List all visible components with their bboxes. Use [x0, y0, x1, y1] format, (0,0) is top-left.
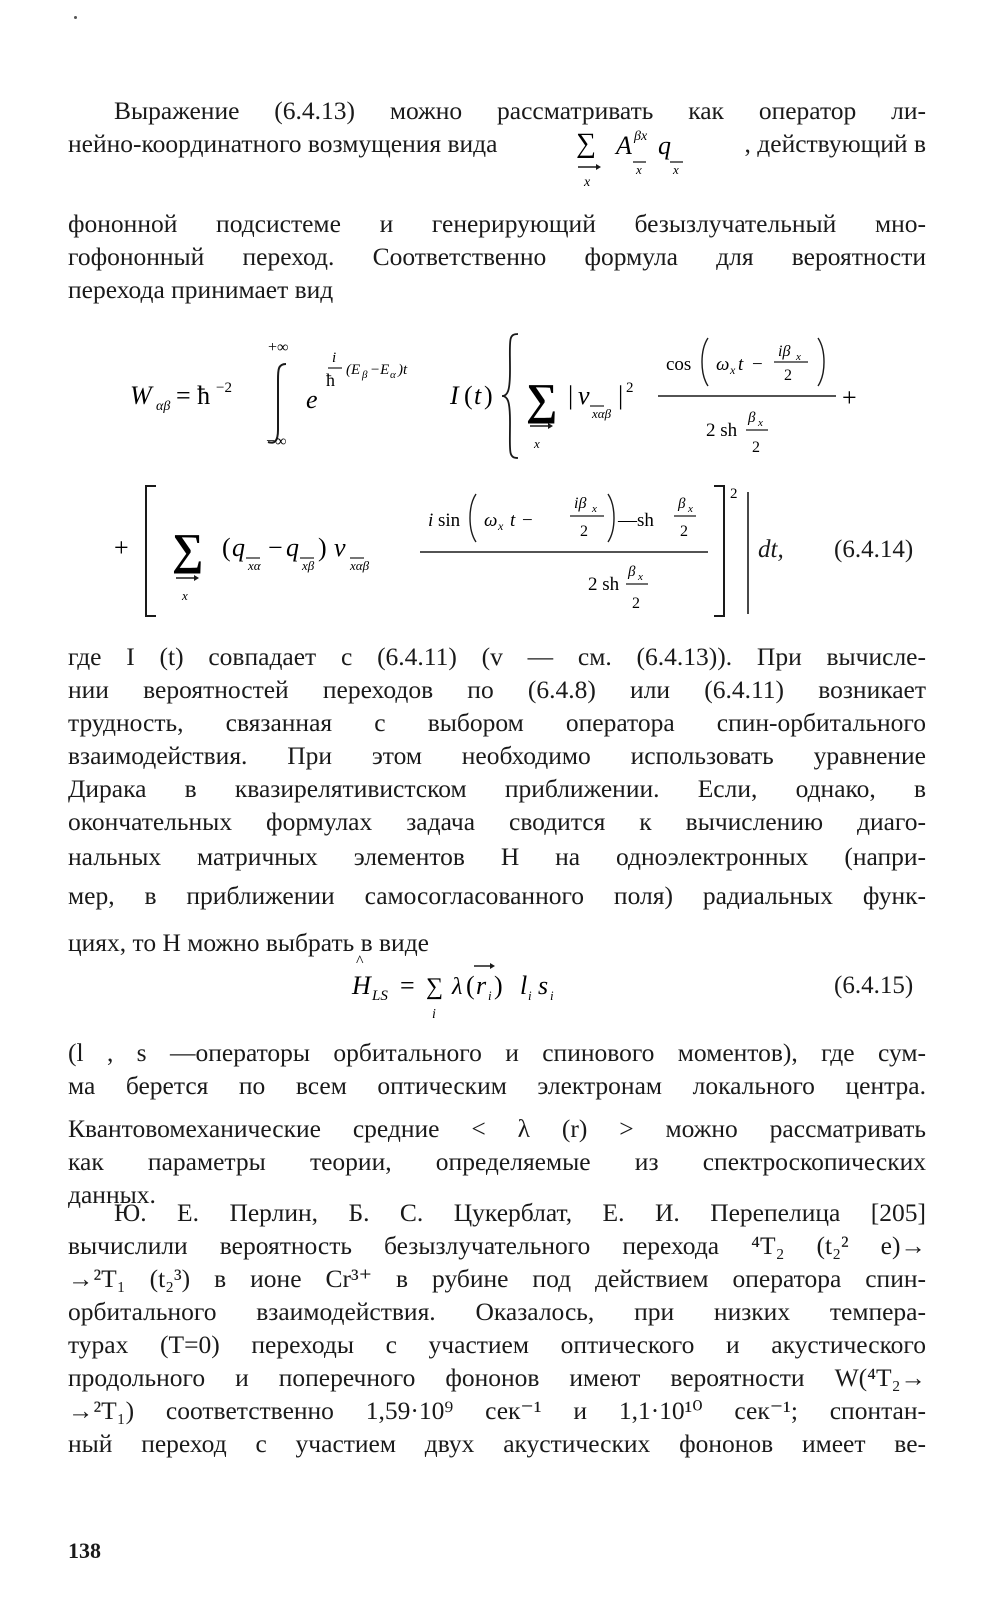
svg-text:(: ( — [222, 533, 231, 562]
svg-text:i: i — [432, 1007, 436, 1022]
svg-text:α: α — [390, 369, 396, 381]
p4-line-2: вычислили вероятность безызлучательного перехода ⁴T₂ (t₂² e)→ — [68, 1231, 926, 1260]
svg-text:t: t — [474, 381, 482, 410]
p3-line-1: (l , s —операторы орбитального и спинового моментов), где сум- — [68, 1038, 926, 1067]
svg-text:iβ: iβ — [574, 495, 587, 512]
p2-line-6: окончательных формулах задача сводится к вычислению диаго- — [68, 807, 926, 836]
p4-line-6: продольного и поперечного фононов имеют вероятности W(⁴T₂→ — [68, 1363, 926, 1392]
svg-text:−: − — [752, 354, 763, 375]
svg-text:−: − — [268, 533, 283, 562]
svg-text:−∞: −∞ — [266, 433, 287, 450]
svg-text:xα: xα — [248, 558, 261, 573]
svg-text:i: i — [332, 350, 337, 366]
svg-text:H: H — [352, 971, 371, 1000]
svg-text:q: q — [658, 131, 671, 160]
svg-text:x: x — [534, 436, 540, 451]
svg-text:+∞: +∞ — [268, 339, 289, 356]
svg-text:l: l — [520, 971, 528, 1000]
paragraph-1 — [68, 94, 926, 127]
svg-text:2: 2 — [680, 523, 688, 540]
svg-text:2: 2 — [580, 523, 588, 540]
svg-text:q: q — [286, 533, 299, 562]
paragraph-2 — [68, 640, 926, 838]
svg-text:+: + — [114, 533, 129, 562]
svg-text:i: i — [488, 988, 492, 1003]
svg-text:xβ: xβ — [302, 558, 315, 573]
p4-line-1: Ю. Е. Перлин, Б. С. Цукерблат, Е. И. Перепелица [205] — [114, 1198, 926, 1227]
p1-line-2-start: нейно-координатного возмущения вида — [68, 129, 498, 158]
svg-text:x: x — [636, 162, 642, 177]
svg-text:|: | — [618, 381, 624, 410]
svg-text:): ) — [494, 971, 503, 1000]
equation-6-4-14-part-2 — [112, 476, 792, 626]
paragraph-3 — [68, 1036, 926, 1211]
svg-text:cos: cos — [666, 354, 692, 375]
p2-line-4: взаимодействия. При этом необходимо использовать уравнение — [68, 741, 926, 770]
eq14-number: (6.4.14) — [834, 536, 914, 563]
p1-line-4: гофононный переход. Соответственно формула для вероятности — [68, 242, 926, 271]
svg-text:∑: ∑ — [172, 525, 204, 574]
svg-text:t: t — [738, 354, 744, 375]
svg-text:2: 2 — [626, 380, 634, 396]
p4-line-7: →²T₁) соответственно 1,59·10⁹ сек⁻¹ и 1,1·10¹⁰ сек⁻¹; спонтан- — [68, 1396, 926, 1425]
p2-line-5: Дирака в квазирелятивистском приближении. Если, однако, в — [68, 774, 926, 803]
svg-text:x: x — [796, 351, 801, 363]
svg-text:x: x — [688, 503, 693, 515]
svg-text:β: β — [628, 564, 636, 580]
p4-line-8: ный переход с участием двух акустических фононов имеет ве- — [68, 1429, 926, 1458]
svg-text:2: 2 — [632, 595, 640, 612]
svg-text:x: x — [758, 417, 763, 429]
p2-line-8: мер, в приближении самосогласованного поля) радиальных функ- — [68, 881, 926, 910]
p3-line-3: Квантовомеханические средние < λ (r) > можно рассматривать — [68, 1114, 926, 1143]
svg-text:2: 2 — [784, 367, 792, 384]
svg-text:x: x — [638, 571, 643, 583]
svg-text:t: t — [510, 510, 516, 531]
p1-lines-3-5 — [68, 207, 926, 306]
svg-text:): ) — [318, 533, 327, 562]
svg-text:−: − — [522, 510, 533, 531]
p2-line-3: трудность, связанная с выбором оператора спин-орбитального — [68, 708, 926, 737]
svg-text:(E: (E — [346, 362, 361, 378]
svg-text:)t: )t — [398, 362, 408, 378]
svg-text:): ) — [484, 381, 493, 410]
sum-operator-inline — [570, 122, 700, 192]
svg-text:i: i — [550, 988, 554, 1003]
svg-text:W: W — [130, 381, 152, 410]
svg-text:x: x — [673, 162, 679, 177]
svg-text:x: x — [498, 519, 504, 533]
svg-text:LS: LS — [372, 988, 388, 1004]
svg-text:2: 2 — [730, 486, 738, 502]
svg-text:λ: λ — [452, 974, 463, 1000]
svg-text:=: = — [400, 971, 415, 1000]
svg-text:β: β — [678, 496, 686, 512]
svg-text:i: i — [528, 988, 532, 1003]
svg-text:ħ: ħ — [326, 370, 335, 390]
svg-text:q: q — [232, 533, 245, 562]
p2-line-9: циях, то H можно выбрать в виде — [68, 928, 429, 957]
p3-line-4: как параметры теории, определяемые из спектроскопических — [68, 1147, 926, 1176]
svg-text:= ħ: = ħ — [176, 381, 211, 410]
p4-line-3: →²T₁ (t₂³) в ионе Cr³⁺ в рубине под действием оператора спин- — [68, 1264, 926, 1293]
svg-text:i: i — [428, 510, 434, 531]
svg-text:A: A — [616, 131, 632, 160]
p3-line-2: ма берется по всем оптическим электронам локального центра. — [68, 1071, 926, 1100]
svg-text:v: v — [578, 381, 590, 410]
svg-text:ω: ω — [484, 510, 498, 531]
svg-text:β: β — [362, 369, 368, 381]
equation-6-4-14-part-1 — [128, 330, 868, 480]
svg-text:2 sh: 2 sh — [588, 574, 620, 595]
svg-text:−E: −E — [370, 362, 390, 378]
svg-text:^: ^ — [356, 953, 364, 970]
svg-text:x: x — [592, 503, 597, 515]
svg-text:2 sh: 2 sh — [706, 420, 738, 441]
p1-line-2-end-wrap — [696, 127, 926, 160]
speck — [74, 16, 77, 19]
svg-text:αβ: αβ — [156, 399, 171, 414]
svg-text:+: + — [842, 383, 857, 412]
p1-line-2-end: , действующий в — [744, 129, 926, 158]
svg-text:βx: βx — [634, 129, 648, 144]
svg-text:s: s — [538, 971, 549, 1000]
svg-text:—sh: —sh — [618, 510, 654, 531]
eq15-number: (6.4.15) — [834, 972, 914, 999]
p4-line-4: орбитального взаимодействия. Оказалось, при низких темпера- — [68, 1297, 926, 1326]
svg-text:2: 2 — [752, 439, 760, 456]
svg-text:e: e — [306, 385, 318, 414]
eq14-dt: dt, — [758, 536, 784, 563]
p1-line-3: фононной подсистеме и генерирующий безызлучательный мно- — [68, 209, 926, 238]
p3-line-5: данных. — [68, 1180, 156, 1209]
svg-text:r: r — [476, 971, 487, 1000]
svg-text:I: I — [450, 381, 459, 410]
svg-text:|: | — [568, 381, 574, 410]
p2-line-7: нальных матричных элементов H на одноэлектронных (напри- — [68, 842, 926, 871]
svg-text:xαβ: xαβ — [592, 406, 612, 421]
equation-6-4-15 — [350, 950, 630, 1030]
svg-text:ω: ω — [716, 354, 730, 375]
svg-text:sin: sin — [438, 510, 461, 531]
svg-text:−2: −2 — [216, 380, 232, 396]
p2-lines-7-9 — [68, 840, 926, 959]
svg-text:∑: ∑ — [576, 128, 596, 159]
svg-text:(: ( — [466, 971, 475, 1000]
svg-text:∑: ∑ — [426, 974, 444, 1000]
page-number: 138 — [68, 1538, 101, 1563]
paragraph-4 — [68, 1196, 926, 1460]
svg-text:iβ: iβ — [778, 343, 791, 360]
p1-line-1: Выражение (6.4.13) можно рассматривать как оператор ли- — [114, 96, 926, 125]
svg-text:x: x — [584, 175, 591, 190]
p2-line-1: где I (t) совпадает с (6.4.11) (v — см. (6.4.13)). При вычисле- — [68, 642, 926, 671]
svg-text:x: x — [182, 588, 188, 603]
p4-line-5: турах (T=0) переходы с участием оптического и акустического — [68, 1330, 926, 1359]
svg-text:(: ( — [464, 381, 473, 410]
svg-text:β: β — [748, 410, 756, 426]
svg-text:x: x — [730, 363, 736, 377]
svg-text:v: v — [334, 533, 346, 562]
svg-text:∑: ∑ — [526, 375, 558, 424]
svg-text:xαβ: xαβ — [350, 558, 370, 573]
p1-line-5: перехода принимает вид — [68, 275, 334, 304]
p2-line-2: нии вероятностей переходов по (6.4.8) или (6.4.11) возникает — [68, 675, 926, 704]
